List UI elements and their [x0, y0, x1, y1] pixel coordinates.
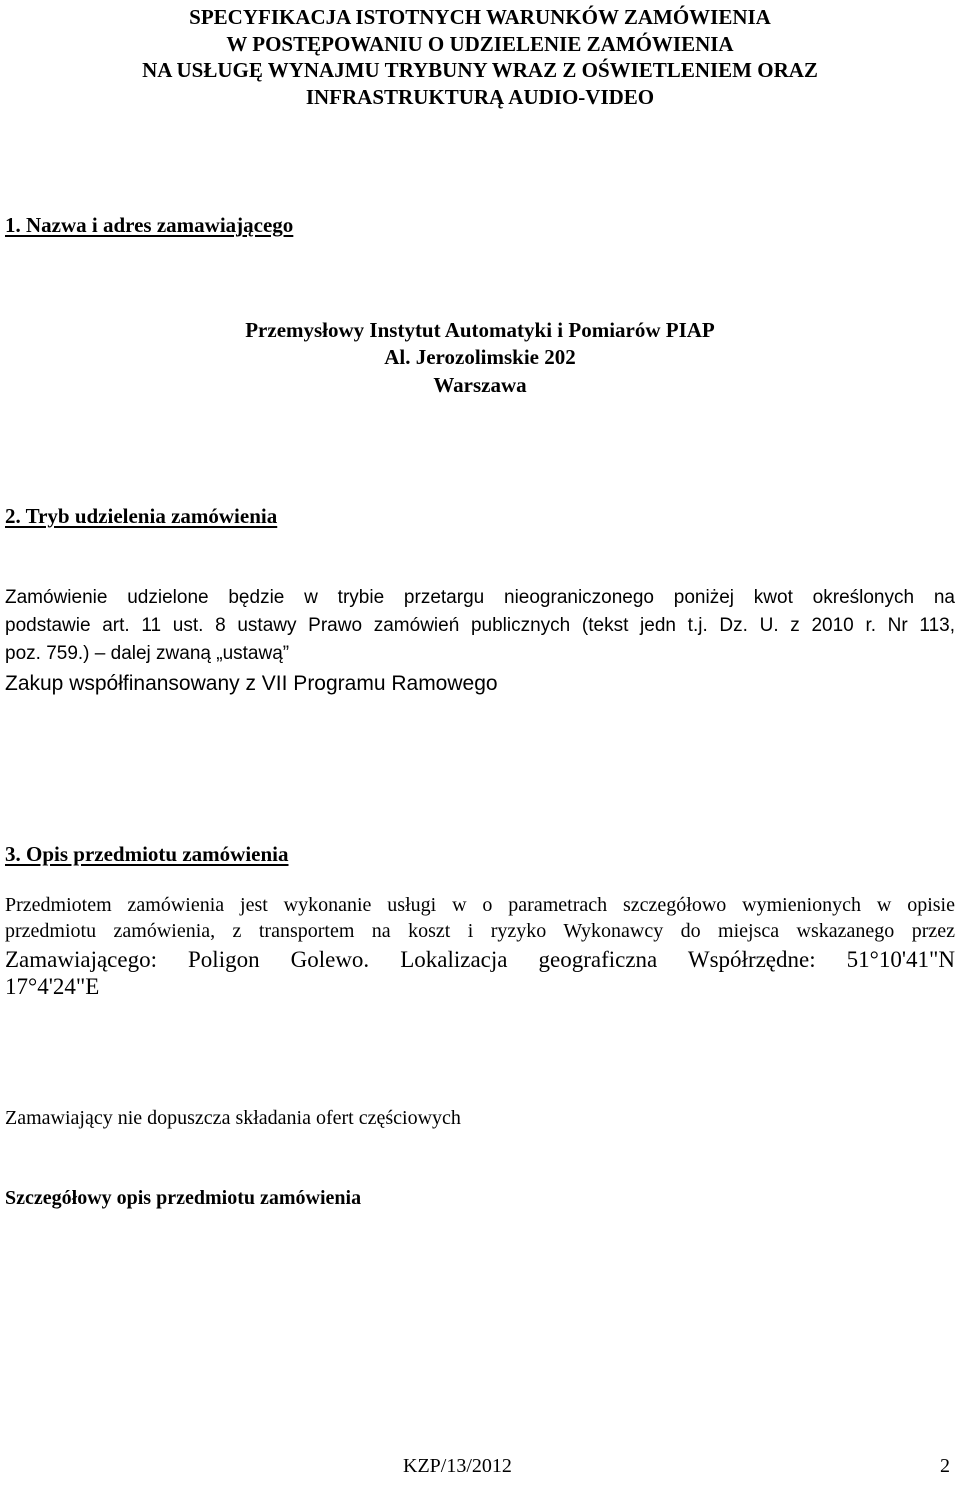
procedure-text-line-1: Zamówienie udzielone będzie w trybie przetargu nieograniczonego poniżej kwot określonych na — [5, 587, 955, 608]
contracting-authority-name: Przemysłowy Instytut Automatyki i Pomiarów PIAP — [245, 318, 715, 342]
cofinancing-note: Zakup współfinansowany z VII Programu Ramowego — [5, 672, 498, 695]
subject-text-line-4: 17°4'24"E — [5, 974, 100, 999]
section-3-heading: 3. Opis przedmiotu zamówienia — [5, 842, 289, 866]
document-title-line-4: INFRASTRUKTURĄ AUDIO-VIDEO — [305, 85, 655, 109]
procedure-text-line-3: poz. 759.) – dalej zwaną „ustawą” — [5, 643, 290, 664]
document-reference: KZP/13/2012 — [403, 1455, 512, 1477]
document-title-line-3: NA USŁUGĘ WYNAJMU TRYBUNY WRAZ Z OŚWIETLENIEM ORAZ — [142, 58, 818, 82]
document-title-line-2: W POSTĘPOWANIU O UDZIELENIE ZAMÓWIENIA — [226, 32, 734, 56]
section-2-heading: 2. Tryb udzielenia zamówienia — [5, 504, 278, 528]
page-number: 2 — [940, 1455, 950, 1477]
contracting-authority-street: Al. Jerozolimskie 202 — [384, 345, 576, 369]
partial-offers-note: Zamawiający nie dopuszcza składania ofert częściowych — [5, 1107, 461, 1129]
subject-text-line-3: Zamawiającego: Poligon Golewo. Lokalizacja geograficzna Współrzędne: 51°10'41"N — [5, 947, 955, 972]
contracting-authority-city: Warszawa — [433, 373, 527, 397]
subject-text-line-2: przedmiotu zamówienia, z transportem na koszt i ryzyko Wykonawcy do miejsca wskazanego przez — [5, 920, 955, 942]
document-title-line-1: SPECYFIKACJA ISTOTNYCH WARUNKÓW ZAMÓWIENIA — [189, 5, 771, 29]
procedure-text-line-2: podstawie art. 11 ust. 8 ustawy Prawo zamówień publicznych (tekst jedn t.j. Dz. U. z 2010 r. Nr 113, — [5, 615, 955, 636]
subject-text-line-1: Przedmiotem zamówienia jest wykonanie usługi w o parametrach szczegółowo wymienionych w opisie — [5, 894, 955, 916]
section-1-heading: 1. Nazwa i adres zamawiającego — [5, 213, 294, 237]
detailed-description-heading: Szczegółowy opis przedmiotu zamówienia — [5, 1187, 362, 1209]
